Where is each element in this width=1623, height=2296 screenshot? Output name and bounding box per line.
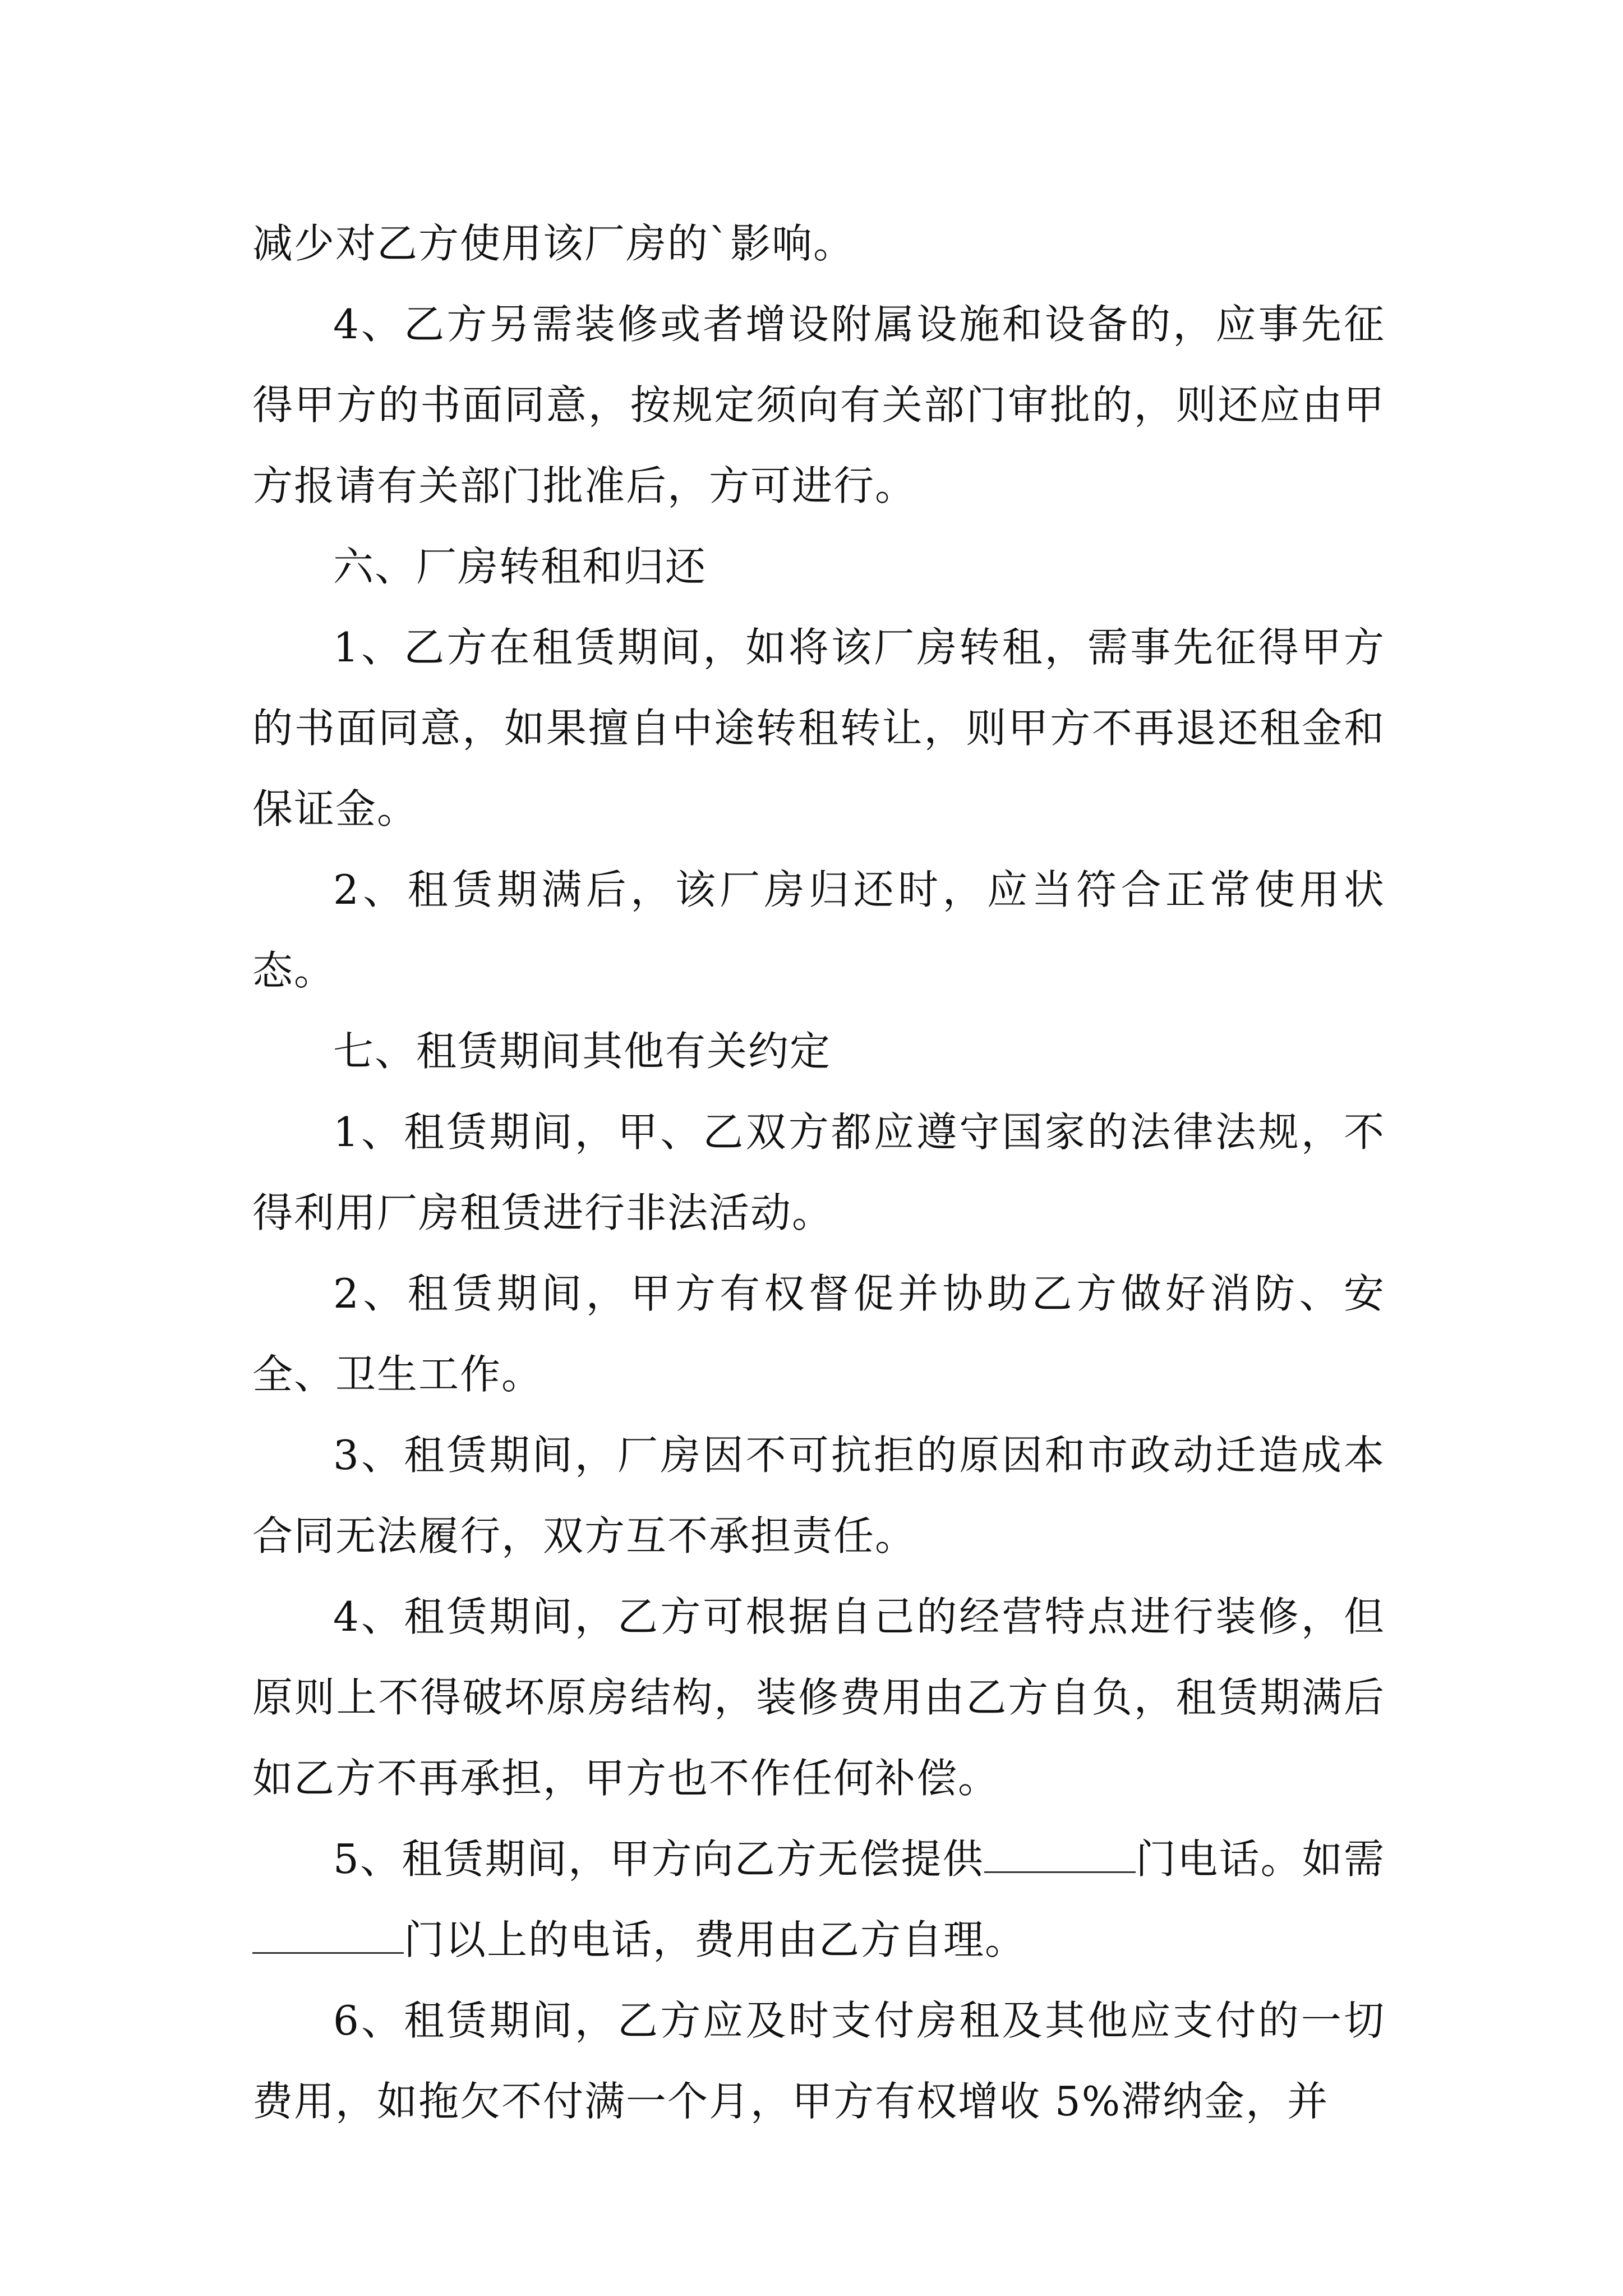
section-heading-7: 七、租赁期间其他有关约定: [333, 1028, 832, 1075]
document-body: [252, 203, 1385, 2142]
clause-7-5-part3: 门以上的电话，费用由乙方自理。: [404, 1916, 1027, 1963]
fill-in-blank-line[interactable]: [984, 1838, 1136, 1873]
paragraph-clause-6-1: 1、乙方在租赁期间，如将该厂房转租，需事先征得甲方的书面同意，如果擅自中途转租转让，则甲方不再退还租金和保证金。: [252, 624, 1385, 832]
paragraph-continuation: 减少对乙方使用该厂房的`影响。: [252, 220, 855, 267]
paragraph-clause-6-2: 2、租赁期满后，该厂房归还时，应当符合正常使用状态。: [252, 866, 1385, 994]
paragraph-clause-7-5: [252, 1819, 1385, 1980]
section-heading-6: 六、厂房转租和归还: [333, 543, 707, 590]
fill-in-blank-line[interactable]: [252, 1918, 404, 1954]
paragraph-clause-7-6: 6、租赁期间，乙方应及时支付房租及其他应支付的一切费用，如拖欠不付满一个月，甲方有权增收 5%滞纳金，并: [252, 1997, 1385, 2125]
paragraph-clause-7-1: 1、租赁期间，甲、乙双方都应遵守国家的法律法规，不得利用厂房租赁进行非法活动。: [252, 1108, 1385, 1236]
clause-7-5-part1: 5、租赁期间，甲方向乙方无偿提供: [333, 1835, 984, 1883]
clause-7-5-part2: 门电话。如需: [1135, 1835, 1385, 1883]
paragraph-clause-5-4: 4、乙方另需装修或者增设附属设施和设备的，应事先征得甲方的书面同意，按规定须向有关部门审批的，则还应由甲方报请有关部门批准后，方可进行。: [252, 301, 1385, 509]
paragraph-clause-7-4: 4、租赁期间，乙方可根据自己的经营特点进行装修，但原则上不得破坏原房结构，装修费用由乙方自负，租赁期满后如乙方不再承担，甲方也不作任何补偿。: [252, 1593, 1385, 1802]
paragraph-clause-7-3: 3、租赁期间，厂房因不可抗拒的原因和市政动迁造成本合同无法履行，双方互不承担责任。: [252, 1432, 1385, 1559]
paragraph-clause-7-2: 2、租赁期间，甲方有权督促并协助乙方做好消防、安全、卫生工作。: [252, 1270, 1385, 1398]
